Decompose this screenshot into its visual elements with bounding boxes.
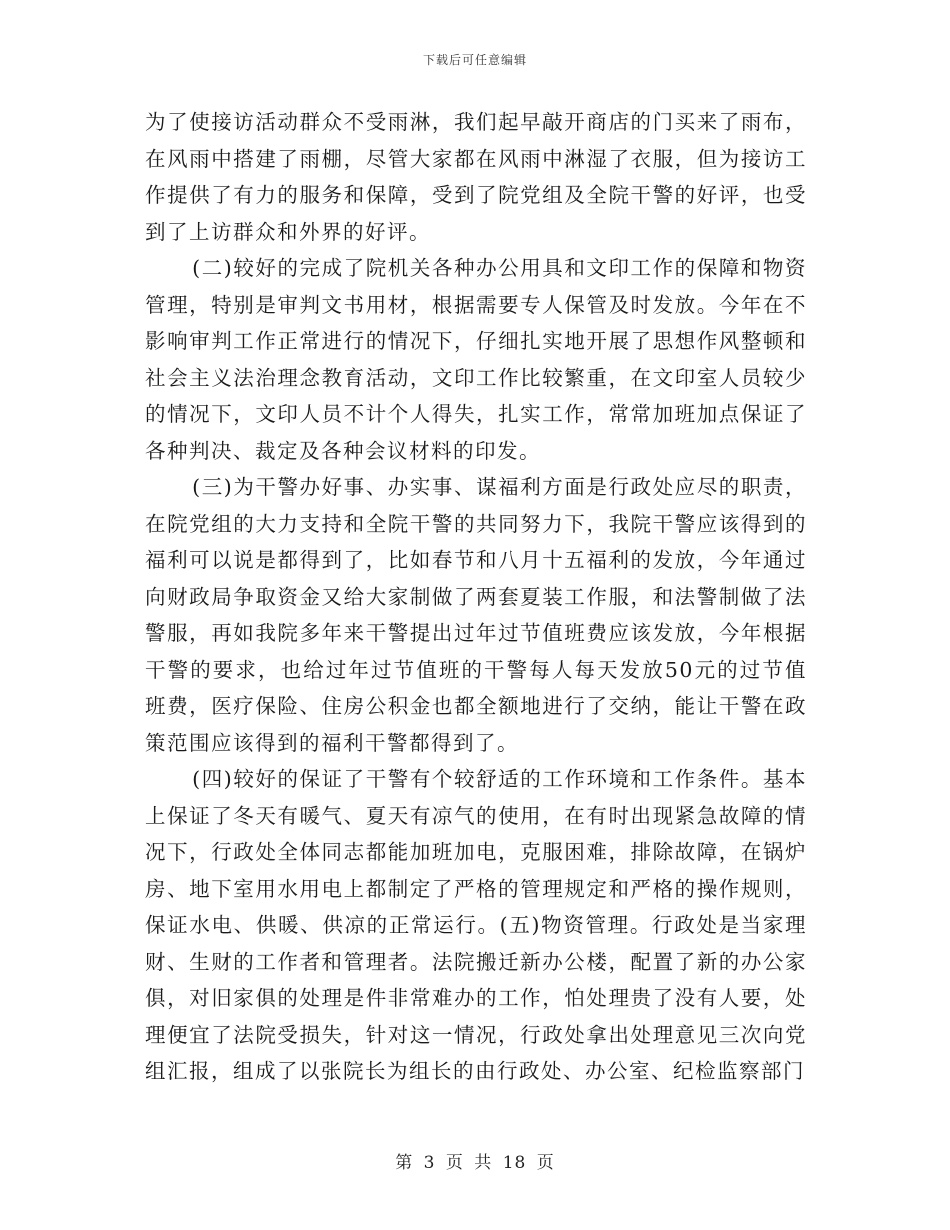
document-body bbox=[145, 104, 807, 1090]
paragraph-section-2: (二)较好的完成了院机关各种办公用具和文印工作的保障和物资管理，特别是审判文书用材，根据需要专人保管及时发放。今年在不影响审判工作正常进行的情况下，仔细扎实地开展了思想作风整顿和社会主义法治理念教育活动，文印工作比较繁重，在文印室人员较少的情况下，文印人员不计个人得失，扎实工作，常常加班加点保证了各种判决、裁定及各种会议材料的印发。 bbox=[145, 256, 807, 463]
page-number: 第 3 页 共 18 页 bbox=[395, 1153, 555, 1173]
paragraph-continuation: 为了使接访活动群众不受雨淋，我们起早敲开商店的门买来了雨布，在风雨中搭建了雨棚，尽管大家都在风雨中淋湿了衣服，但为接访工作提供了有力的服务和保障，受到了院党组及全院干警的好评，也受到了上访群众和外界的好评。 bbox=[145, 110, 807, 244]
paragraph-section-3: (三)为干警办好事、办实事、谋福利方面是行政处应尽的职责，在院党组的大力支持和全院干警的共同努力下，我院干警应该得到的福利可以说是都得到了，比如春节和八月十五福利的发放，今年通过向财政局争取资金又给大家制做了两套夏装工作服，和法警制做了法警服，再如我院多年来干警提出过年过节值班费应该发放，今年根据干警的要求，也给过年过节值班的干警每人每天发放50元的过节值班费，医疗保险、住房公积金也都全额地进行了交纳，能让干警在政策范围应该得到的福利干警都得到了。 bbox=[145, 475, 807, 755]
paragraph-section-4: (四)较好的保证了干警有个较舒适的工作环境和工作条件。基本上保证了冬天有暖气、夏天有凉气的使用，在有时出现紧急故障的情况下，行政处全体同志都能加班加电，克服困难，排除故障，在锅炉房、地下室用水用电上都制定了严格的管理规定和严格的操作规则，保证水电、供暖、供凉的正常运行。(五)物资管理。行政处是当家理财、生财的工作者和管理者。法院搬迁新办公楼，配置了新的办公家俱，对旧家俱的处理是件非常难办的工作，怕处理贵了没有人要，处理便宜了法院受损失，针对这一情况，行政处拿出处理意见三次向党组汇报，组成了以张院长为组长的由行政处、办公室、纪检监察部门 bbox=[145, 767, 807, 1083]
page-header: 下载后可任意编辑 bbox=[422, 53, 527, 67]
